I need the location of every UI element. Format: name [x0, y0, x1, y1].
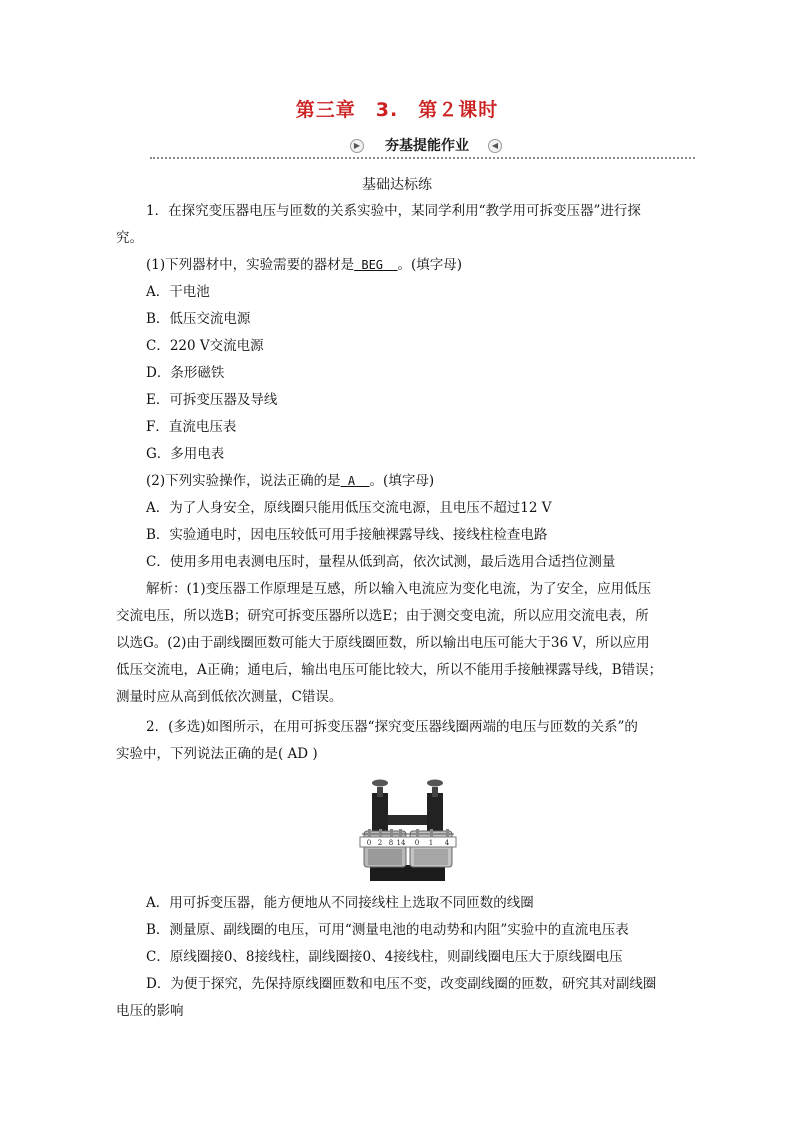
terminal-label: 0: [414, 839, 420, 847]
q1-analysis-line3: 以选G。(2)由于副线圈匝数可能大于原线圈匝数，所以输出电压可能大于36 V，所以应用: [116, 635, 650, 651]
transformer-image: [350, 773, 465, 888]
transformer-figure: [350, 773, 465, 888]
dotted-divider: [150, 157, 695, 159]
q1-option-e: E．可拆变压器及导线: [146, 392, 278, 408]
q2-option-d-line2: 电压的影响: [116, 1003, 184, 1019]
q1-part2-prefix: (2)下列实验操作，说法正确的是: [146, 473, 341, 489]
q1-part2-answer: A: [347, 474, 356, 488]
q1-stem-line1: 1．在探究变压器电压与匝数的关系实验中，某同学利用“教学用可拆变压器”进行探: [146, 203, 641, 219]
arrow-right-icon: ▶: [350, 139, 364, 153]
q1-analysis-line2: 交流电压，所以选B；研究可拆变压器所以选E；由于测交变电流，所以应用交流电表，所: [116, 608, 649, 624]
section-title: 基础达标练: [362, 177, 432, 193]
section-banner: [150, 136, 695, 162]
terminal-label: 0: [366, 839, 372, 847]
banner-label: 夯基提能作业: [385, 138, 469, 154]
q1-part1-answer: BEG: [361, 258, 384, 272]
q1-part1-suffix: 。(填字母): [397, 257, 463, 273]
q1-part1: [146, 256, 462, 274]
q2-option-c: C．原线圈接0、8接线柱，副线圈接0、4接线柱，则副线圈电压大于原线圈电压: [146, 949, 623, 965]
terminal-label: 1: [428, 839, 434, 847]
q1-analysis-line5: 测量时应从高到低依次测量，C错误。: [116, 689, 343, 705]
q1-option-b: B．低压交流电源: [146, 311, 251, 327]
q1-option-f: F．直流电压表: [146, 419, 237, 435]
q2-option-b: B．测量原、副线圈的电压，可用“测量电池的电动势和内阻”实验中的直流电压表: [146, 922, 629, 938]
q2-option-d: D．为便于探究，先保持原线圈匝数和电压不变，改变副线圈的匝数，研究其对副线圈: [146, 976, 657, 992]
q1-analysis-line4: 低压交流电，A正确；通电后，输出电压可能比较大，所以不能用手接触裸露导线，B错误；: [116, 662, 663, 678]
q1-part2: [146, 472, 434, 490]
terminal-label: 8: [388, 839, 394, 847]
q2-option-a: A．用可拆变压器，能方便地从不同接线柱上选取不同匝数的线圈: [146, 895, 534, 911]
q1-option-g: G．多用电表: [146, 446, 225, 462]
q1-stem-line2: 究。: [116, 230, 143, 246]
q1-part1-prefix: (1)下列器材中，实验需要的器材是: [146, 257, 355, 273]
q1-part2-option-c: C．使用多用电表测电压时，量程从低到高，依次试测，最后选用合适挡位测量: [146, 554, 616, 570]
terminal-label: 4: [444, 839, 450, 847]
q1-part2-option-b: B．实验通电时，因电压较低可用手接触裸露导线、接线柱检查电路: [146, 527, 548, 543]
page-title: 第三章 3. 第２课时: [295, 99, 499, 121]
q1-part2-suffix: 。(填字母): [369, 473, 435, 489]
q1-option-d: D．条形磁铁: [146, 365, 225, 381]
q1-part2-option-a: A．为了人身安全，原线圈只能用低压交流电源，且电压不超过12 V: [146, 500, 552, 516]
arrow-left-icon: ◀: [488, 139, 502, 153]
q2-stem-line1: 2．(多选)如图所示，在用可拆变压器“探究变压器线圈两端的电压与匝数的关系”的: [146, 719, 638, 735]
q1-option-c: C．220 V交流电源: [146, 338, 264, 354]
q1-analysis-line1: 解析：(1)变压器工作原理是互感，所以输入电流应为变化电流，为了安全，应用低压: [146, 581, 652, 597]
q1-option-a: A．干电池: [146, 284, 210, 300]
q2-stem-line2: 实验中，下列说法正确的是( AD ): [116, 746, 318, 762]
terminal-label: 14: [396, 839, 406, 847]
terminal-label: 2: [377, 839, 383, 847]
